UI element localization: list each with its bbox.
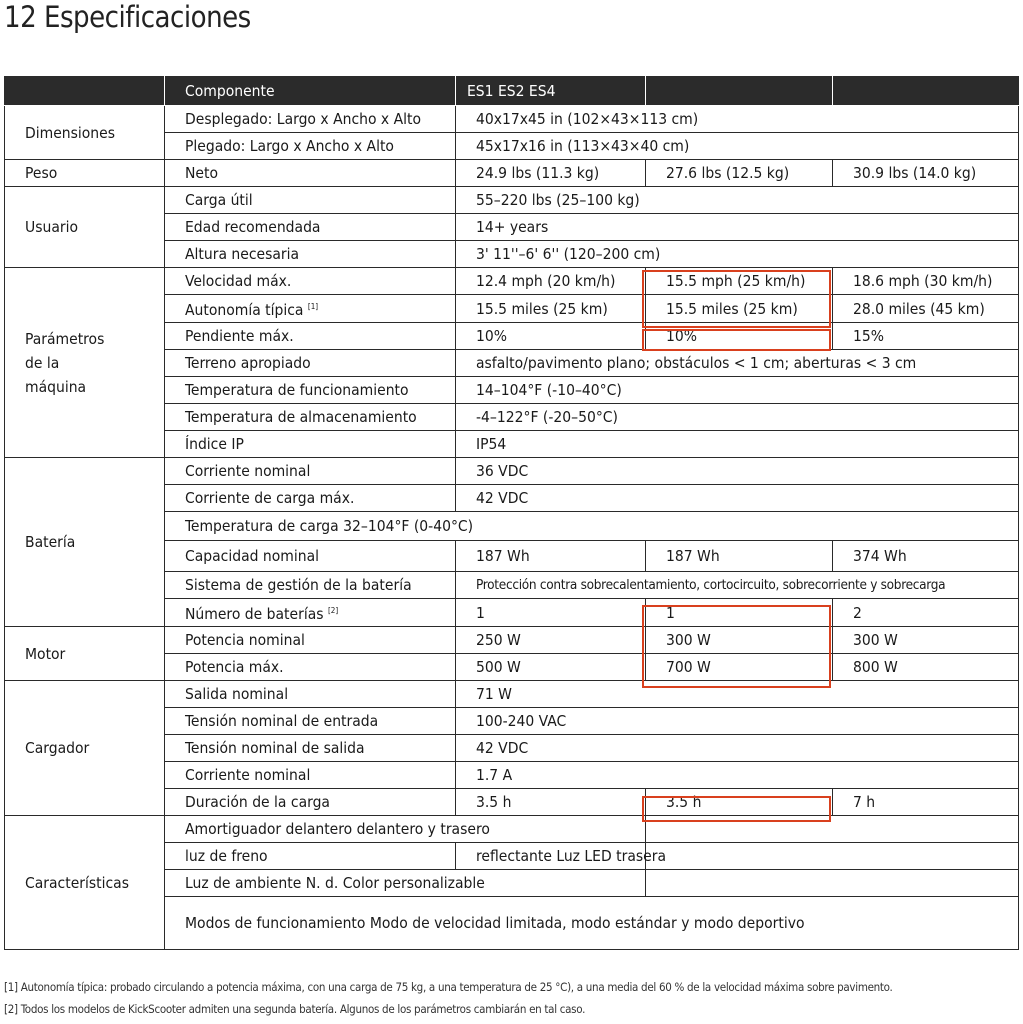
row-label: Salida nominal: [165, 681, 456, 708]
group-bateria: Batería: [5, 458, 165, 627]
value-es1: 500 W: [456, 654, 646, 681]
value-es1: 250 W: [456, 627, 646, 654]
table-row: [5, 627, 1019, 654]
table-row: [5, 160, 1019, 187]
row-value: reflectante Luz LED trasera: [456, 843, 646, 870]
row-empty: [646, 870, 1019, 897]
row-value: 3' 11''–6' 6'' (120–200 cm): [456, 241, 1019, 268]
table-row: [5, 268, 1019, 295]
row-label: Luz de ambiente N. d. Color personalizable: [165, 870, 646, 897]
value-es1: 1: [456, 599, 646, 627]
value-es4: 300 W: [833, 627, 1019, 654]
row-value: 55–220 lbs (25–100 kg): [456, 187, 1019, 214]
footnotes: [4, 976, 1018, 1020]
row-value: 40x17x45 in (102×43×113 cm): [456, 106, 1019, 133]
row-label: Corriente nominal: [165, 762, 456, 789]
group-caracteristicas: Características: [5, 816, 165, 950]
row-label: Amortiguador delantero delantero y trasero: [165, 816, 646, 843]
value-es2: 187 Wh: [646, 541, 833, 572]
group-cargador: Cargador: [5, 681, 165, 816]
row-value: -4–122°F (-20–50°C): [456, 404, 1019, 431]
row-value: 71 W: [456, 681, 1019, 708]
header-component: Componente: [165, 77, 456, 106]
row-value: 1.7 A: [456, 762, 1019, 789]
row-label: Tensión nominal de entrada: [165, 708, 456, 735]
row-label: Velocidad máx.: [165, 268, 456, 295]
value-es2: 700 W: [646, 654, 833, 681]
footnote-ref-2: [2]: [327, 606, 339, 616]
value-es4: 18.6 mph (30 km/h): [833, 268, 1019, 295]
specifications-table: [4, 76, 1019, 950]
row-label: Neto: [165, 160, 456, 187]
row-label: Terreno apropiado: [165, 350, 456, 377]
value-es4: 30.9 lbs (14.0 kg): [833, 160, 1019, 187]
group-peso: Peso: [5, 160, 165, 187]
row-label: Altura necesaria: [165, 241, 456, 268]
footnote-2: [2] Todos los modelos de KickScooter admiten una segunda batería. Algunos de los parámetros cambiarán en tal caso.: [4, 1002, 586, 1016]
header-group-cell: [5, 77, 165, 106]
table-header-row: [5, 77, 1019, 106]
group-motor: Motor: [5, 627, 165, 681]
table-row: [5, 458, 1019, 485]
value-es4: 800 W: [833, 654, 1019, 681]
row-empty: [646, 843, 1019, 870]
row-label: Tensión nominal de salida: [165, 735, 456, 762]
row-value: 100-240 VAC: [456, 708, 1019, 735]
page-title: 12 Especificaciones: [4, 0, 251, 34]
row-value: IP54: [456, 431, 1019, 458]
value-es4: 2: [833, 599, 1019, 627]
row-label: Modos de funcionamiento Modo de velocidad limitada, modo estándar y modo deportivo: [165, 897, 1019, 950]
row-label: Potencia nominal: [165, 627, 456, 654]
footnote-1: [1] Autonomía típica: probado circulando a potencia máxima, con una carga de 75 kg, a una temperatura de 25 °C), a una media del 60 % de la velocidad máxima sobre pavimento.: [4, 980, 893, 994]
value-es1: 24.9 lbs (11.3 kg): [456, 160, 646, 187]
value-es1: 10%: [456, 323, 646, 350]
value-es4: 15%: [833, 323, 1019, 350]
value-es4: 374 Wh: [833, 541, 1019, 572]
row-label: Capacidad nominal: [165, 541, 456, 572]
row-label: Carga útil: [165, 187, 456, 214]
row-label: Pendiente máx.: [165, 323, 456, 350]
row-value: Protección contra sobrecalentamiento, cortocircuito, sobrecorriente y sobrecarga: [456, 572, 1019, 599]
row-value: asfalto/pavimento plano; obstáculos < 1 cm; aberturas < 3 cm: [456, 350, 1019, 377]
row-label: Duración de la carga: [165, 789, 456, 816]
row-value: 14–104°F (-10–40°C): [456, 377, 1019, 404]
value-es4: 28.0 miles (45 km): [833, 295, 1019, 323]
table-row: [5, 816, 1019, 843]
row-label: Corriente nominal: [165, 458, 456, 485]
table-row: [5, 187, 1019, 214]
row-value: 42 VDC: [456, 735, 1019, 762]
row-label: Potencia máx.: [165, 654, 456, 681]
row-label: Plegado: Largo x Ancho x Alto: [165, 133, 456, 160]
row-label: luz de freno: [165, 843, 456, 870]
value-es1: 187 Wh: [456, 541, 646, 572]
row-label-numero: [165, 599, 456, 627]
value-es1: 12.4 mph (20 km/h): [456, 268, 646, 295]
group-dimensiones: Dimensiones: [5, 106, 165, 160]
row-value: 36 VDC: [456, 458, 1019, 485]
row-value: 14+ years: [456, 214, 1019, 241]
row-label: Edad recomendada: [165, 214, 456, 241]
table-row: [5, 106, 1019, 133]
value-es2: 1: [646, 599, 833, 627]
row-label: Sistema de gestión de la batería: [165, 572, 456, 599]
value-es2: 27.6 lbs (12.5 kg): [646, 160, 833, 187]
row-label-autonomia: [165, 295, 456, 323]
header-models: ES1 ES2 ES4: [456, 77, 646, 106]
group-maquina: [5, 268, 165, 458]
row-label: Número de baterías: [185, 605, 324, 624]
row-label: Desplegado: Largo x Ancho x Alto: [165, 106, 456, 133]
row-empty: [646, 816, 1019, 843]
value-es2: 15.5 mph (25 km/h): [646, 268, 833, 295]
footnote-ref-1: [1]: [307, 302, 319, 311]
value-es4: 7 h: [833, 789, 1019, 816]
group-maquina-label: Parámetros de la máquina: [25, 329, 105, 396]
row-value: 42 VDC: [456, 485, 1019, 512]
table-row: [5, 681, 1019, 708]
value-es2: 10%: [646, 323, 833, 350]
value-es1: 3.5 h: [456, 789, 646, 816]
value-es1: 15.5 miles (25 km): [456, 295, 646, 323]
header-blank-2: [646, 77, 833, 106]
group-usuario: Usuario: [5, 187, 165, 268]
row-label: Índice IP: [165, 431, 456, 458]
row-label: Corriente de carga máx.: [165, 485, 456, 512]
header-blank-3: [833, 77, 1019, 106]
row-label: Temperatura de almacenamiento: [165, 404, 456, 431]
row-value: 45x17x16 in (113×43×40 cm): [456, 133, 1019, 160]
row-label: Autonomía típica: [185, 301, 304, 320]
value-es2: 3.5 h: [646, 789, 833, 816]
row-label: Temperatura de carga 32–104°F (0-40°C): [165, 512, 1019, 541]
value-es2: 300 W: [646, 627, 833, 654]
value-es2: 15.5 miles (25 km): [646, 295, 833, 323]
row-label: Temperatura de funcionamiento: [165, 377, 456, 404]
